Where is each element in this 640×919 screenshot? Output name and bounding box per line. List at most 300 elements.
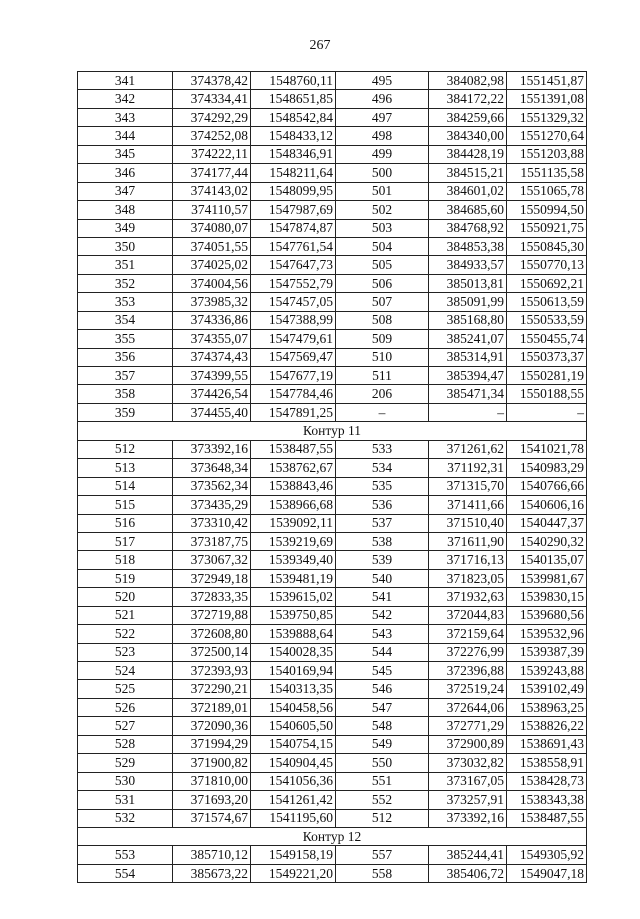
point-number-cell: 355 <box>78 330 173 348</box>
x-coordinate-cell: 371411,66 <box>429 496 507 514</box>
table-row <box>78 551 587 569</box>
x-coordinate-cell: 372276,99 <box>429 643 507 661</box>
point-number-cell: 522 <box>78 625 173 643</box>
point-number-cell: 341 <box>78 72 173 90</box>
x-coordinate-cell: 374426,54 <box>173 385 251 403</box>
point-number-cell: 550 <box>336 754 429 772</box>
y-coordinate-cell: 1547457,05 <box>251 293 336 311</box>
x-coordinate-cell: 384515,21 <box>429 164 507 182</box>
x-coordinate-cell: 371261,62 <box>429 440 507 458</box>
table-row <box>78 459 587 477</box>
x-coordinate-cell: 374378,42 <box>173 72 251 90</box>
y-coordinate-cell: 1539092,11 <box>251 514 336 532</box>
point-number-cell: 507 <box>336 293 429 311</box>
point-number-cell: 549 <box>336 735 429 753</box>
point-number-cell: 518 <box>78 551 173 569</box>
section-header-row <box>78 422 587 440</box>
x-coordinate-cell: 373985,32 <box>173 293 251 311</box>
x-coordinate-cell: 373257,91 <box>429 791 507 809</box>
x-coordinate-cell: 374222,11 <box>173 145 251 163</box>
x-coordinate-cell: 385244,41 <box>429 846 507 864</box>
point-number-cell: 534 <box>336 459 429 477</box>
y-coordinate-cell: 1547647,73 <box>251 256 336 274</box>
y-coordinate-cell: 1548760,11 <box>251 72 336 90</box>
x-coordinate-cell: 371510,40 <box>429 514 507 532</box>
y-coordinate-cell: 1540605,50 <box>251 717 336 735</box>
point-number-cell: 345 <box>78 145 173 163</box>
y-coordinate-cell: 1549221,20 <box>251 864 336 882</box>
x-coordinate-cell: 371693,20 <box>173 791 251 809</box>
point-number-cell: 524 <box>78 662 173 680</box>
y-coordinate-cell: 1539243,88 <box>507 662 587 680</box>
point-number-cell: 519 <box>78 569 173 587</box>
point-number-cell: 351 <box>78 256 173 274</box>
point-number-cell: 527 <box>78 717 173 735</box>
table-row <box>78 643 587 661</box>
y-coordinate-cell: 1540983,29 <box>507 459 587 477</box>
y-coordinate-cell: 1538558,91 <box>507 754 587 772</box>
y-coordinate-cell: 1551329,32 <box>507 108 587 126</box>
y-coordinate-cell: 1549305,92 <box>507 846 587 864</box>
y-coordinate-cell: 1540904,45 <box>251 754 336 772</box>
y-coordinate-cell: 1551391,08 <box>507 90 587 108</box>
point-number-cell: 515 <box>78 496 173 514</box>
point-number-cell: 357 <box>78 367 173 385</box>
point-number-cell: 504 <box>336 237 429 255</box>
point-number-cell: 525 <box>78 680 173 698</box>
y-coordinate-cell: 1550994,50 <box>507 201 587 219</box>
x-coordinate-cell: 385406,72 <box>429 864 507 882</box>
table-row <box>78 145 587 163</box>
x-coordinate-cell: 374110,57 <box>173 201 251 219</box>
y-coordinate-cell: 1547388,99 <box>251 311 336 329</box>
y-coordinate-cell: 1551203,88 <box>507 145 587 163</box>
point-number-cell: 543 <box>336 625 429 643</box>
x-coordinate-cell: 384428,19 <box>429 145 507 163</box>
x-coordinate-cell: 373435,29 <box>173 496 251 514</box>
point-number-cell: 358 <box>78 385 173 403</box>
y-coordinate-cell: 1550921,75 <box>507 219 587 237</box>
point-number-cell: 206 <box>336 385 429 403</box>
point-number-cell: 526 <box>78 698 173 716</box>
x-coordinate-cell: 374025,02 <box>173 256 251 274</box>
x-coordinate-cell: 384259,66 <box>429 108 507 126</box>
point-number-cell: 501 <box>336 182 429 200</box>
point-number-cell: 557 <box>336 846 429 864</box>
y-coordinate-cell: 1551065,78 <box>507 182 587 200</box>
section-header-row <box>78 827 587 845</box>
table-row <box>78 293 587 311</box>
table-row <box>78 72 587 90</box>
y-coordinate-cell: 1548211,64 <box>251 164 336 182</box>
x-coordinate-cell: 374177,44 <box>173 164 251 182</box>
y-coordinate-cell: 1539981,67 <box>507 569 587 587</box>
y-coordinate-cell: 1550188,55 <box>507 385 587 403</box>
table-row <box>78 662 587 680</box>
y-coordinate-cell: 1551270,64 <box>507 127 587 145</box>
point-number-cell: 532 <box>78 809 173 827</box>
x-coordinate-cell: 385168,80 <box>429 311 507 329</box>
y-coordinate-cell: 1539532,96 <box>507 625 587 643</box>
table-row <box>78 330 587 348</box>
y-coordinate-cell: 1548542,84 <box>251 108 336 126</box>
point-number-cell: 512 <box>336 809 429 827</box>
point-number-cell: 540 <box>336 569 429 587</box>
point-number-cell: 498 <box>336 127 429 145</box>
x-coordinate-cell: 374051,55 <box>173 237 251 255</box>
x-coordinate-cell: 371192,31 <box>429 459 507 477</box>
point-number-cell: 544 <box>336 643 429 661</box>
x-coordinate-cell: 372044,83 <box>429 606 507 624</box>
x-coordinate-cell: 374374,43 <box>173 348 251 366</box>
point-number-cell: 347 <box>78 182 173 200</box>
y-coordinate-cell: 1547569,47 <box>251 348 336 366</box>
y-coordinate-cell: 1550845,30 <box>507 237 587 255</box>
y-coordinate-cell: 1547891,25 <box>251 403 336 421</box>
y-coordinate-cell: 1551135,58 <box>507 164 587 182</box>
x-coordinate-cell: 372900,89 <box>429 735 507 753</box>
y-coordinate-cell: 1551451,87 <box>507 72 587 90</box>
x-coordinate-cell: 384601,02 <box>429 182 507 200</box>
table-row <box>78 588 587 606</box>
table-row <box>78 809 587 827</box>
x-coordinate-cell: 385471,34 <box>429 385 507 403</box>
table-row <box>78 403 587 421</box>
table-row <box>78 219 587 237</box>
point-number-cell: 500 <box>336 164 429 182</box>
x-coordinate-cell: 372290,21 <box>173 680 251 698</box>
x-coordinate-cell: 372189,01 <box>173 698 251 716</box>
point-number-cell: 558 <box>336 864 429 882</box>
x-coordinate-cell: 374336,86 <box>173 311 251 329</box>
x-coordinate-cell: 372719,88 <box>173 606 251 624</box>
table-row <box>78 496 587 514</box>
section-title: Контур 12 <box>78 827 587 845</box>
y-coordinate-cell: 1539680,56 <box>507 606 587 624</box>
point-number-cell: 343 <box>78 108 173 126</box>
section-title: Контур 11 <box>78 422 587 440</box>
x-coordinate-cell: 374455,40 <box>173 403 251 421</box>
y-coordinate-cell: 1550373,37 <box>507 348 587 366</box>
y-coordinate-cell: 1538826,22 <box>507 717 587 735</box>
point-number-cell: 359 <box>78 403 173 421</box>
y-coordinate-cell: 1538966,68 <box>251 496 336 514</box>
y-coordinate-cell: 1548099,95 <box>251 182 336 200</box>
x-coordinate-cell: 374292,29 <box>173 108 251 126</box>
point-number-cell: 521 <box>78 606 173 624</box>
x-coordinate-cell: 372500,14 <box>173 643 251 661</box>
table-row <box>78 569 587 587</box>
coordinates-table <box>77 71 587 883</box>
point-number-cell: 548 <box>336 717 429 735</box>
y-coordinate-cell: 1540606,16 <box>507 496 587 514</box>
x-coordinate-cell: 374080,07 <box>173 219 251 237</box>
point-number-cell: 510 <box>336 348 429 366</box>
table-row <box>78 532 587 550</box>
point-number-cell: 530 <box>78 772 173 790</box>
point-number-cell: 545 <box>336 662 429 680</box>
point-number-cell: – <box>336 403 429 421</box>
table-row <box>78 127 587 145</box>
point-number-cell: 541 <box>336 588 429 606</box>
y-coordinate-cell: 1547552,79 <box>251 274 336 292</box>
x-coordinate-cell: 371574,67 <box>173 809 251 827</box>
x-coordinate-cell: 371611,90 <box>429 532 507 550</box>
table-row <box>78 164 587 182</box>
table-row <box>78 717 587 735</box>
point-number-cell: 508 <box>336 311 429 329</box>
x-coordinate-cell: 374004,56 <box>173 274 251 292</box>
x-coordinate-cell: 372393,93 <box>173 662 251 680</box>
point-number-cell: 506 <box>336 274 429 292</box>
y-coordinate-cell: 1547874,87 <box>251 219 336 237</box>
point-number-cell: 552 <box>336 791 429 809</box>
x-coordinate-cell: 385091,99 <box>429 293 507 311</box>
table-row <box>78 846 587 864</box>
y-coordinate-cell: 1538428,73 <box>507 772 587 790</box>
y-coordinate-cell: 1541021,78 <box>507 440 587 458</box>
point-number-cell: 514 <box>78 477 173 495</box>
y-coordinate-cell: 1540313,35 <box>251 680 336 698</box>
point-number-cell: 531 <box>78 791 173 809</box>
point-number-cell: 537 <box>336 514 429 532</box>
x-coordinate-cell: 372519,24 <box>429 680 507 698</box>
x-coordinate-cell: 374252,08 <box>173 127 251 145</box>
y-coordinate-cell: 1540447,37 <box>507 514 587 532</box>
y-coordinate-cell: 1539750,85 <box>251 606 336 624</box>
y-coordinate-cell: 1547479,61 <box>251 330 336 348</box>
y-coordinate-cell: 1540754,15 <box>251 735 336 753</box>
point-number-cell: 538 <box>336 532 429 550</box>
table-row <box>78 440 587 458</box>
x-coordinate-cell: 385314,91 <box>429 348 507 366</box>
x-coordinate-cell: 385013,81 <box>429 274 507 292</box>
point-number-cell: 354 <box>78 311 173 329</box>
y-coordinate-cell: 1550281,19 <box>507 367 587 385</box>
table-row <box>78 385 587 403</box>
point-number-cell: 512 <box>78 440 173 458</box>
x-coordinate-cell: 372644,06 <box>429 698 507 716</box>
x-coordinate-cell: 372771,29 <box>429 717 507 735</box>
x-coordinate-cell: 374143,02 <box>173 182 251 200</box>
y-coordinate-cell: 1547784,46 <box>251 385 336 403</box>
x-coordinate-cell: 374355,07 <box>173 330 251 348</box>
x-coordinate-cell: 385673,22 <box>173 864 251 882</box>
point-number-cell: 535 <box>336 477 429 495</box>
table-row <box>78 625 587 643</box>
point-number-cell: 536 <box>336 496 429 514</box>
table-row <box>78 367 587 385</box>
point-number-cell: 502 <box>336 201 429 219</box>
point-number-cell: 547 <box>336 698 429 716</box>
point-number-cell: 350 <box>78 237 173 255</box>
x-coordinate-cell: 371900,82 <box>173 754 251 772</box>
y-coordinate-cell: 1540135,07 <box>507 551 587 569</box>
y-coordinate-cell: 1538963,25 <box>507 698 587 716</box>
y-coordinate-cell: 1539102,49 <box>507 680 587 698</box>
point-number-cell: 528 <box>78 735 173 753</box>
x-coordinate-cell: 374334,41 <box>173 90 251 108</box>
y-coordinate-cell: 1539888,64 <box>251 625 336 643</box>
point-number-cell: 497 <box>336 108 429 126</box>
point-number-cell: 495 <box>336 72 429 90</box>
y-coordinate-cell: 1539349,40 <box>251 551 336 569</box>
table-row <box>78 772 587 790</box>
x-coordinate-cell: 371994,29 <box>173 735 251 753</box>
page-number: 267 <box>309 38 331 53</box>
y-coordinate-cell: 1540458,56 <box>251 698 336 716</box>
y-coordinate-cell: 1540766,66 <box>507 477 587 495</box>
point-number-cell: 342 <box>78 90 173 108</box>
point-number-cell: 346 <box>78 164 173 182</box>
point-number-cell: 517 <box>78 532 173 550</box>
point-number-cell: 352 <box>78 274 173 292</box>
point-number-cell: 503 <box>336 219 429 237</box>
y-coordinate-cell: 1540169,94 <box>251 662 336 680</box>
x-coordinate-cell: 373067,32 <box>173 551 251 569</box>
table-row <box>78 606 587 624</box>
x-coordinate-cell: 372949,18 <box>173 569 251 587</box>
point-number-cell: 520 <box>78 588 173 606</box>
y-coordinate-cell: 1550770,13 <box>507 256 587 274</box>
y-coordinate-cell: 1538343,38 <box>507 791 587 809</box>
point-number-cell: 523 <box>78 643 173 661</box>
x-coordinate-cell: 384172,22 <box>429 90 507 108</box>
x-coordinate-cell: 373392,16 <box>429 809 507 827</box>
y-coordinate-cell: 1549158,19 <box>251 846 336 864</box>
y-coordinate-cell: 1539615,02 <box>251 588 336 606</box>
y-coordinate-cell: 1538487,55 <box>251 440 336 458</box>
x-coordinate-cell: 373648,34 <box>173 459 251 477</box>
y-coordinate-cell: 1538487,55 <box>507 809 587 827</box>
x-coordinate-cell: 372608,80 <box>173 625 251 643</box>
point-number-cell: 554 <box>78 864 173 882</box>
point-number-cell: 539 <box>336 551 429 569</box>
x-coordinate-cell: 371716,13 <box>429 551 507 569</box>
y-coordinate-cell: 1539830,15 <box>507 588 587 606</box>
table-row <box>78 311 587 329</box>
table-row <box>78 90 587 108</box>
y-coordinate-cell: 1540028,35 <box>251 643 336 661</box>
x-coordinate-cell: 384340,00 <box>429 127 507 145</box>
y-coordinate-cell: 1550613,59 <box>507 293 587 311</box>
point-number-cell: 516 <box>78 514 173 532</box>
point-number-cell: 344 <box>78 127 173 145</box>
table-row <box>78 680 587 698</box>
point-number-cell: 529 <box>78 754 173 772</box>
point-number-cell: 499 <box>336 145 429 163</box>
y-coordinate-cell: 1548346,91 <box>251 145 336 163</box>
y-coordinate-cell: 1538691,43 <box>507 735 587 753</box>
x-coordinate-cell: 373392,16 <box>173 440 251 458</box>
x-coordinate-cell: 373167,05 <box>429 772 507 790</box>
table-row <box>78 698 587 716</box>
table-row <box>78 735 587 753</box>
table-row <box>78 514 587 532</box>
point-number-cell: 546 <box>336 680 429 698</box>
point-number-cell: 533 <box>336 440 429 458</box>
table-row <box>78 754 587 772</box>
table-row <box>78 182 587 200</box>
table-row <box>78 256 587 274</box>
point-number-cell: 551 <box>336 772 429 790</box>
point-number-cell: 348 <box>78 201 173 219</box>
y-coordinate-cell: 1547677,19 <box>251 367 336 385</box>
x-coordinate-cell: 371823,05 <box>429 569 507 587</box>
y-coordinate-cell: 1538762,67 <box>251 459 336 477</box>
table-row <box>78 237 587 255</box>
y-coordinate-cell: 1548651,85 <box>251 90 336 108</box>
y-coordinate-cell: 1550533,59 <box>507 311 587 329</box>
table-row <box>78 274 587 292</box>
x-coordinate-cell: 384933,57 <box>429 256 507 274</box>
x-coordinate-cell: 372090,36 <box>173 717 251 735</box>
y-coordinate-cell: 1547761,54 <box>251 237 336 255</box>
x-coordinate-cell: 374399,55 <box>173 367 251 385</box>
y-coordinate-cell: 1540290,32 <box>507 532 587 550</box>
table-row <box>78 864 587 882</box>
x-coordinate-cell: 373032,82 <box>429 754 507 772</box>
y-coordinate-cell: 1541056,36 <box>251 772 336 790</box>
point-number-cell: 553 <box>78 846 173 864</box>
x-coordinate-cell: 373562,34 <box>173 477 251 495</box>
table-row <box>78 201 587 219</box>
x-coordinate-cell: 372159,64 <box>429 625 507 643</box>
x-coordinate-cell: 384685,60 <box>429 201 507 219</box>
x-coordinate-cell: 385710,12 <box>173 846 251 864</box>
y-coordinate-cell: 1541195,60 <box>251 809 336 827</box>
y-coordinate-cell: 1550692,21 <box>507 274 587 292</box>
x-coordinate-cell: 371932,63 <box>429 588 507 606</box>
point-number-cell: 509 <box>336 330 429 348</box>
table-row <box>78 348 587 366</box>
point-number-cell: 505 <box>336 256 429 274</box>
x-coordinate-cell: 371315,70 <box>429 477 507 495</box>
x-coordinate-cell: 385241,07 <box>429 330 507 348</box>
y-coordinate-cell: 1538843,46 <box>251 477 336 495</box>
y-coordinate-cell: – <box>507 403 587 421</box>
point-number-cell: 513 <box>78 459 173 477</box>
point-number-cell: 542 <box>336 606 429 624</box>
point-number-cell: 496 <box>336 90 429 108</box>
y-coordinate-cell: 1541261,42 <box>251 791 336 809</box>
y-coordinate-cell: 1539481,19 <box>251 569 336 587</box>
x-coordinate-cell: 372833,35 <box>173 588 251 606</box>
point-number-cell: 356 <box>78 348 173 366</box>
x-coordinate-cell: – <box>429 403 507 421</box>
y-coordinate-cell: 1550455,74 <box>507 330 587 348</box>
x-coordinate-cell: 371810,00 <box>173 772 251 790</box>
y-coordinate-cell: 1548433,12 <box>251 127 336 145</box>
y-coordinate-cell: 1539219,69 <box>251 532 336 550</box>
x-coordinate-cell: 384082,98 <box>429 72 507 90</box>
table-row <box>78 791 587 809</box>
y-coordinate-cell: 1547987,69 <box>251 201 336 219</box>
x-coordinate-cell: 384853,38 <box>429 237 507 255</box>
y-coordinate-cell: 1549047,18 <box>507 864 587 882</box>
table-row <box>78 108 587 126</box>
point-number-cell: 349 <box>78 219 173 237</box>
point-number-cell: 511 <box>336 367 429 385</box>
x-coordinate-cell: 372396,88 <box>429 662 507 680</box>
x-coordinate-cell: 373187,75 <box>173 532 251 550</box>
x-coordinate-cell: 384768,92 <box>429 219 507 237</box>
x-coordinate-cell: 373310,42 <box>173 514 251 532</box>
x-coordinate-cell: 385394,47 <box>429 367 507 385</box>
point-number-cell: 353 <box>78 293 173 311</box>
table-row <box>78 477 587 495</box>
y-coordinate-cell: 1539387,39 <box>507 643 587 661</box>
